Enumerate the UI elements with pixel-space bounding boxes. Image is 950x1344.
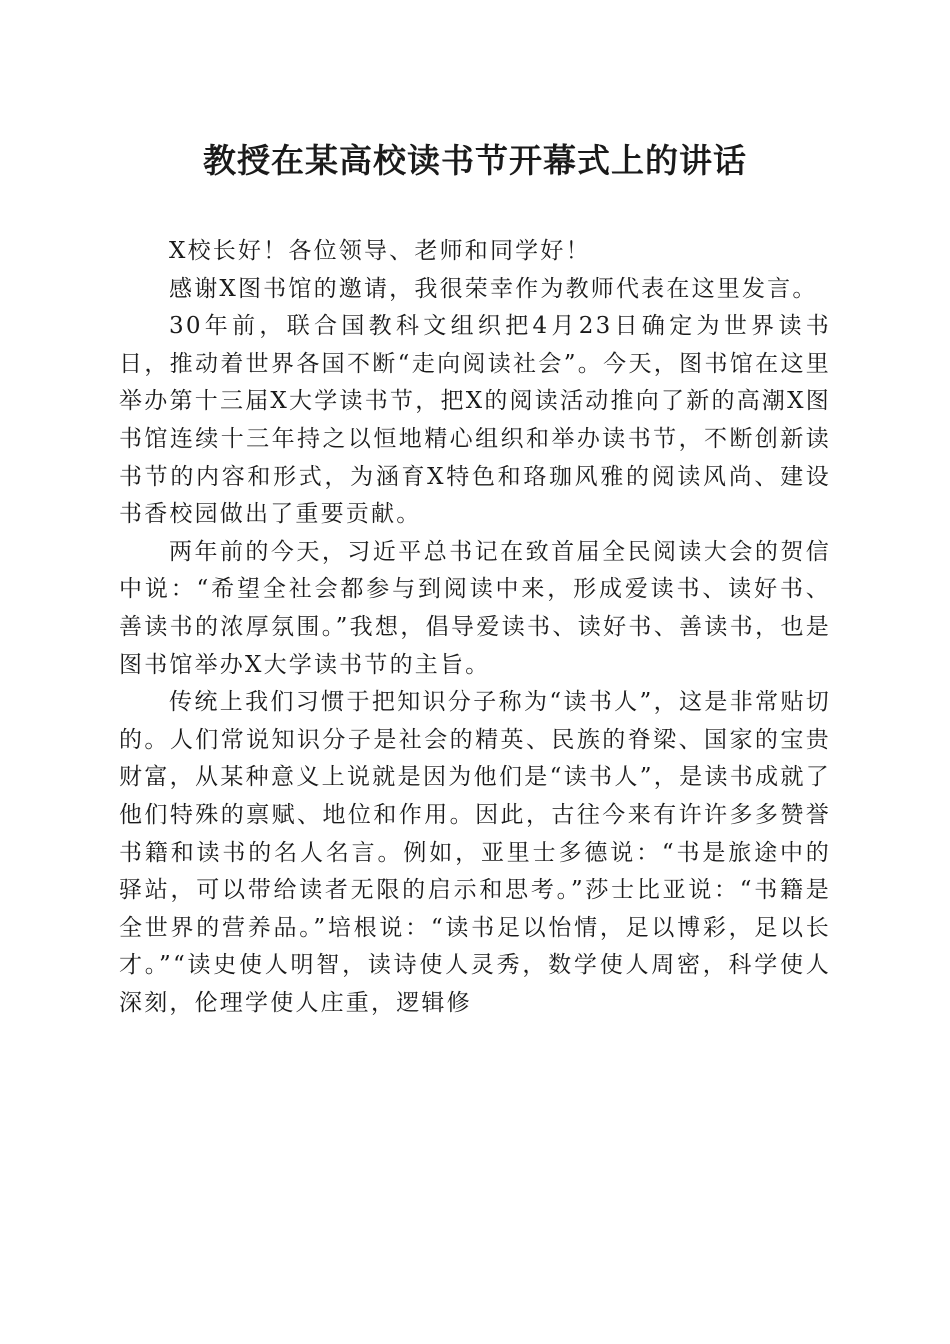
paragraph-thanks: 感谢X图书馆的邀请，我很荣幸作为教师代表在这里发言。 [169, 275, 818, 302]
document-title: 教授在某高校读书节开幕式上的讲话 [203, 141, 747, 180]
paragraph-readers-quotes: 传统上我们习惯于把知识分子称为“读书人”，这是非常贴切的。人们常说知识分子是社会的精英、民族的脊梁、国家的宝贵财富，从某种意义上说就是因为他们是“读书人”，是读书成就了他们特殊的禀赋、地位和作用。因此，古往今来有许许多多赞誉书籍和读书的名人名言。例如，亚里士多德说：“书是旅途中的驿站，可以带给读者无限的启示和思考。”莎士比亚说：“书籍是全世界的营养品。”培根说：“读书足以怡情，足以博彩，足以长才。”“读史使人明智，读诗使人灵秀，数学使人周密，科学使人深刻，伦理学使人庄重，逻辑修 [119, 689, 831, 1016]
paragraph-greeting: X校长好！各位领导、老师和同学好！ [169, 238, 591, 264]
document-body [119, 233, 831, 1022]
paragraph-world-reading-day: 30年前，联合国教科文组织把4月23日确定为世界读书日，推动着世界各国不断“走向阅读社会”。今天，图书馆在这里举办第十三届X大学读书节，把X的阅读活动推向了新的高潮X图书馆连续十三年持之以恒地精心组织和举办读书节，不断创新读书节的内容和形式，为涵育X特色和珞珈风雅的阅读风尚、建设书香校园做出了重要贡献。 [119, 313, 831, 528]
paragraph-congratulatory-letter: 两年前的今天，习近平总书记在致首届全民阅读大会的贺信中说：“希望全社会都参与到阅读中来，形成爱读书、读好书、善读书的浓厚氛围。”我想，倡导爱读书、读好书、善读书，也是图书馆举办X大学读书节的主旨。 [119, 538, 831, 678]
